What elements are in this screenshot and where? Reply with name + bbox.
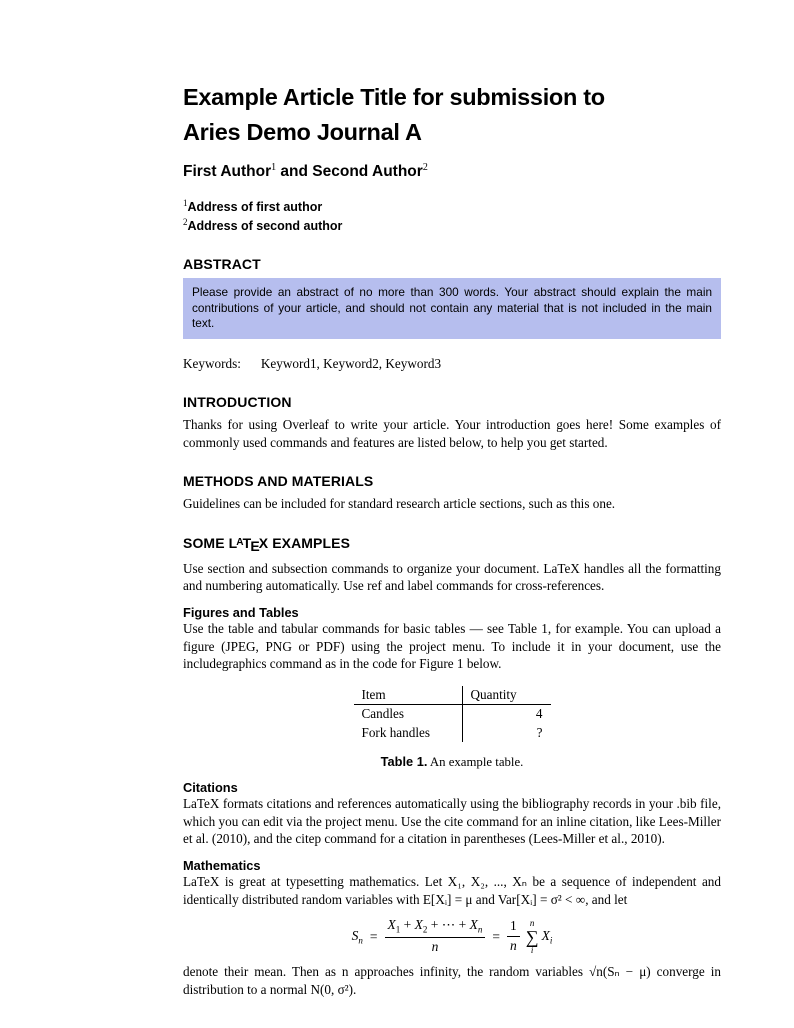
table-caption-label: Table 1. bbox=[380, 754, 428, 770]
table-cell-item: Fork handles bbox=[361, 724, 430, 740]
author-2-affil-mark: 2 bbox=[422, 162, 428, 173]
table-cell-quantity: ? bbox=[462, 724, 551, 743]
abstract-heading: ABSTRACT bbox=[183, 256, 261, 273]
fraction-one-over-n: $\frac{1}{n}$ bbox=[507, 918, 520, 955]
paragraph-citations: LaTeX formats citations and references automatically using the bibliography records in your .bib file, which you can edit via the project menu. Use the cite command for an inline citation, like Lees-Miller et al. (2010), and the citep command for a citation in parentheses (Lees-Miller et al., 2010). bbox=[183, 796, 721, 847]
author-1-affil-mark: 1 bbox=[271, 162, 277, 173]
summation-symbol: n ∑ i bbox=[525, 917, 539, 955]
table-header-row bbox=[354, 686, 551, 705]
affiliation-1-text: Address of first author bbox=[187, 200, 323, 215]
abstract-box bbox=[183, 278, 721, 339]
affiliation-2-text: Address of second author bbox=[187, 219, 343, 234]
paragraph-mathematics-after: denote their mean. Then as n approaches infinity, the random variables √n(Sₙ − μ) converge in distribution to a normal N(0, σ²). bbox=[183, 964, 721, 997]
subsection-heading-mathematics: Mathematics bbox=[183, 858, 261, 873]
article-title-line1: Example Article Title for submission to bbox=[183, 84, 605, 110]
fraction-sum-over-n: $\frac{X_1 + X_2 + \cdots + X_n}{n}$ bbox=[385, 917, 486, 956]
section-heading-introduction: INTRODUCTION bbox=[183, 393, 292, 410]
keywords-line bbox=[183, 356, 721, 372]
table-header-item: Item bbox=[354, 686, 463, 705]
article-title-line2: Aries Demo Journal A bbox=[183, 119, 422, 145]
article-content bbox=[183, 0, 721, 998]
authors-separator: and bbox=[276, 163, 313, 181]
display-equation bbox=[183, 917, 721, 956]
table-row bbox=[354, 724, 551, 743]
keywords-label: Keywords: bbox=[183, 355, 241, 371]
section-heading-latex-examples bbox=[183, 535, 721, 554]
author-2: Second Author bbox=[312, 163, 423, 181]
table-header-quantity: Quantity bbox=[462, 686, 551, 705]
paragraph-figures-tables: Use the table and tabular commands for basic tables — see Table 1, for example. You can upload a figure (JPEG, PNG or PDF) using the project menu. To include it in your document, use the includegraphics command as in the code for Figure 1 below. bbox=[183, 620, 721, 672]
example-table bbox=[354, 686, 551, 743]
equation-lhs: $S_n$ bbox=[351, 927, 363, 946]
paragraph-introduction: Thanks for using Overleaf to write your article. Your introduction goes here! Some examples of commonly used commands and features are listed below, to help you get started. bbox=[183, 416, 721, 450]
equals-sign: = bbox=[369, 928, 378, 944]
equation-term: $X_i$ bbox=[541, 927, 553, 946]
table-cell-quantity: 4 bbox=[462, 705, 551, 724]
affiliations bbox=[183, 196, 721, 234]
latex-heading-post: X EXAMPLES bbox=[258, 534, 351, 551]
latex-logo-e: E bbox=[250, 537, 260, 554]
table-row bbox=[354, 705, 551, 724]
keywords-value: Keyword1, Keyword2, Keyword3 bbox=[260, 355, 442, 371]
affiliation-2-mark: 2 bbox=[183, 217, 188, 228]
author-1: First Author bbox=[183, 163, 272, 181]
subsection-heading-citations: Citations bbox=[183, 780, 238, 796]
authors-line bbox=[183, 162, 721, 181]
table-caption bbox=[183, 754, 721, 770]
affiliation-1 bbox=[183, 196, 721, 215]
table-cell-item: Candles bbox=[361, 706, 404, 722]
article-title bbox=[183, 80, 721, 150]
subsection-heading-figures-tables: Figures and Tables bbox=[183, 604, 299, 620]
table-caption-text: An example table. bbox=[429, 755, 524, 770]
section-heading-methods: METHODS AND MATERIALS bbox=[183, 473, 374, 490]
paragraph-mathematics-before: LaTeX is great at typesetting mathematics. Let X₁, X₂, ..., Xₙ be a sequence of independent and identically distributed random variables with E[Xᵢ] = μ and Var[Xᵢ] = σ² < ∞, and let bbox=[183, 874, 721, 907]
paragraph-latex-examples: Use section and subsection commands to organize your document. LaTeX handles all the formatting and numbering automatically. Use ref and label commands for cross-references. bbox=[183, 560, 721, 594]
affiliation-2 bbox=[183, 215, 721, 234]
affiliation-1-mark: 1 bbox=[183, 198, 188, 209]
latex-logo-t: T bbox=[242, 534, 252, 551]
latex-heading-pre: SOME L bbox=[183, 534, 238, 551]
equals-sign: = bbox=[492, 928, 500, 944]
latex-logo-a: A bbox=[236, 537, 244, 549]
abstract-text: Please provide an abstract of no more than 300 words. Your abstract should explain the main contributions of your article, and should not contain any material that is not included in the main text. bbox=[192, 285, 712, 331]
paragraph-methods: Guidelines can be included for standard research article sections, such as this one. bbox=[183, 496, 616, 512]
